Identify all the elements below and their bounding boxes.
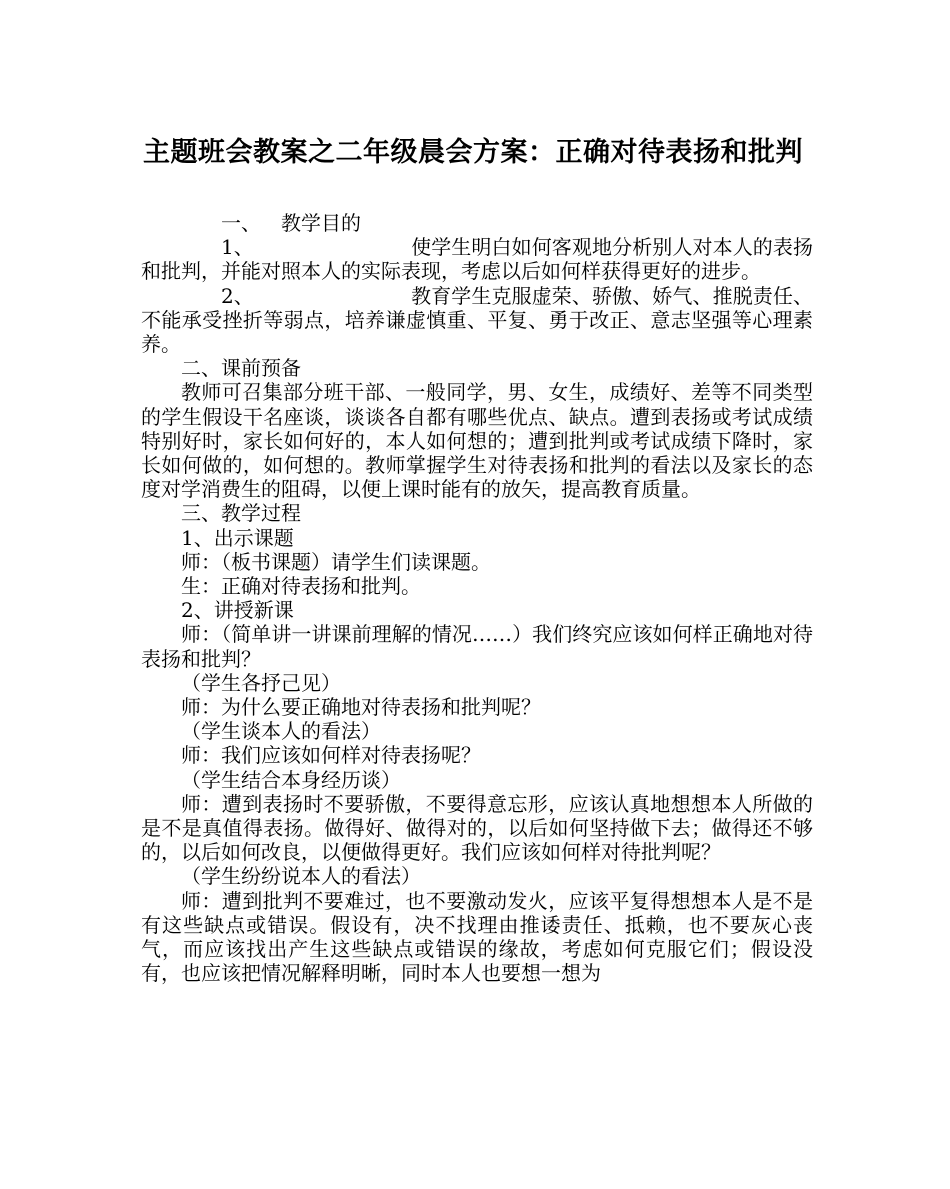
paragraph: （学生纷纷说本人的看法） (181, 864, 421, 889)
section-1-heading (141, 211, 813, 235)
paragraph: 师：我们应该如何样对待表扬呢？ (181, 743, 481, 768)
section-2-paragraph: 教师可召集部分班干部、一般同学，男、女生，成绩好、差等不同类型的学生假设干名座谈，谈谈各自都有哪些优点、缺点。遭到表扬或考试成绩特别好时，家长如何好的，本人如何想的；遭到批判或考试成绩下降时，家长如何做的，如何想的。教师掌握学生对待表扬和批判的看法以及家长的态度对学消费生的阻碍，以便上课时能有的放矢，提高教育质量。 (141, 380, 813, 502)
document-title: 主题班会教案之二年级晨会方案：正确对待表扬和批判 (143, 137, 803, 168)
paragraph: 师：遭到批判不要难过，也不要激动发火，应该平复得想想本人是不是有这些缺点或错误。假设有，决不找理由推诿责任、抵赖，也不要灰心丧气，而应该找出产生这些缺点或错误的缘故，考虑如何克服它们；假设没有，也应该把情况解释明晰，同时本人也要想一想为 (141, 888, 813, 986)
paragraph: 师：（板书课题）请学生们读课题。 (181, 549, 491, 574)
section-1-item-2-number: 2、 (221, 283, 254, 308)
paragraph: （学生结合本身经历谈） (181, 767, 401, 792)
section-1-number: 一、 (221, 211, 261, 235)
paragraph: 1、出示课题 (181, 525, 294, 550)
section-1-item-1-text: 使学生明白如何客观地分析别人对本人的表扬和批判，并能对照本人的实际表现，考虑以后如何样获得更好的进步。 (141, 235, 813, 284)
paragraph: 师：（简单讲一讲课前理解的情况……）我们终究应该如何样正确地对待表扬和批判？ (141, 622, 813, 671)
paragraph: （学生各抒己见） (181, 670, 341, 695)
paragraph: 2、讲授新课 (181, 598, 294, 623)
section-1-item-1-number: 1、 (221, 235, 254, 260)
paragraph: （学生谈本人的看法） (181, 719, 381, 744)
document-body (141, 211, 813, 986)
section-3-heading: 三、教学过程 (181, 501, 301, 526)
section-1-item-2 (141, 284, 813, 357)
section-1-heading-text: 教学目的 (281, 211, 361, 235)
section-2-heading: 二、课前预备 (181, 356, 301, 381)
paragraph: 师：为什么要正确地对待表扬和批判呢？ (181, 695, 541, 720)
paragraph: 师：遭到表扬时不要骄傲，不要得意忘形，应该认真地想想本人所做的是不是真值得表扬。做得好、做得对的，以后如何坚持做下去；做得还不够的，以后如何改良，以便做得更好。我们应该如何样对待批判呢？ (141, 791, 813, 865)
section-1-item-1 (141, 235, 813, 283)
paragraph: 生：正确对待表扬和批判。 (181, 574, 421, 599)
section-1-item-2-text: 教育学生克服虚荣、骄傲、娇气、推脱责任、不能承受挫折等弱点，培养谦虚慎重、平复、勇于改正、意志坚强等心理素养。 (141, 283, 813, 357)
